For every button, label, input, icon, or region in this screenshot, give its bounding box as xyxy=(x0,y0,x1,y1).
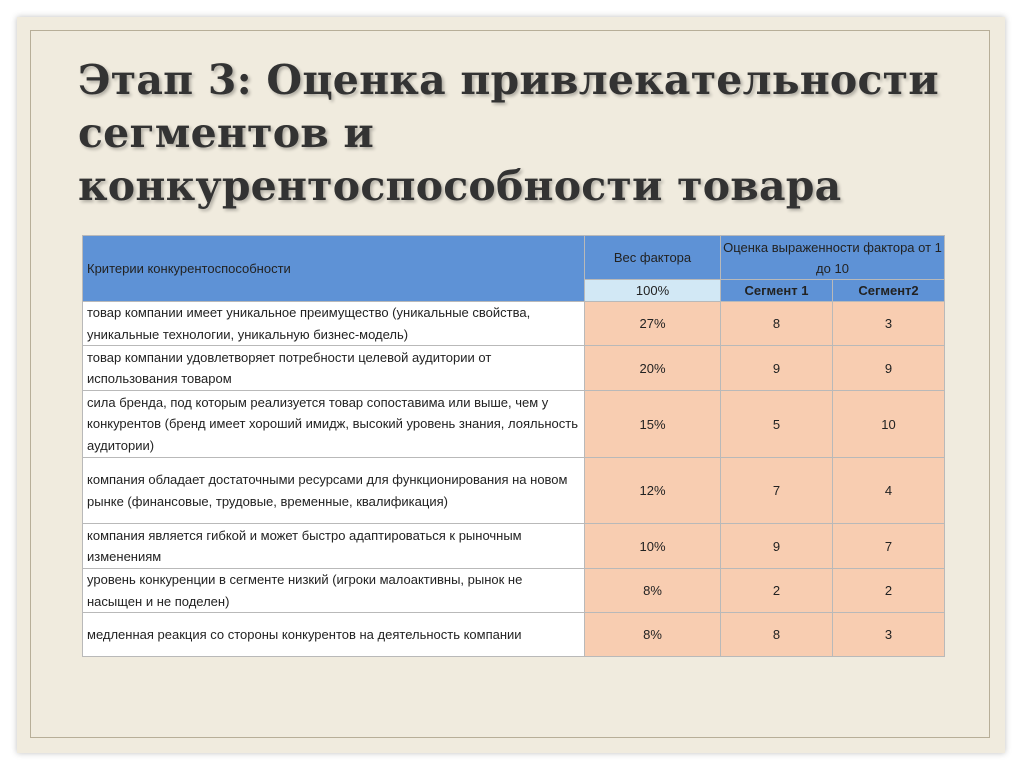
criterion-cell: товар компании удовлетворяет потребности целевой аудитории от использования товаром xyxy=(83,346,585,391)
table-row xyxy=(83,524,945,569)
segment-1-cell: 7 xyxy=(721,458,833,524)
criterion-cell: медленная реакция со стороны конкурентов на деятельность компании xyxy=(83,613,585,657)
header-weight: Вес фактора xyxy=(585,236,721,280)
segment-2-cell: 10 xyxy=(833,391,945,458)
table-row xyxy=(83,613,945,657)
segment-2-cell: 4 xyxy=(833,458,945,524)
header-score-group: Оценка выраженности фактора от 1 до 10 xyxy=(721,236,945,280)
table-row xyxy=(83,302,945,346)
criteria-table xyxy=(82,235,945,657)
table-row xyxy=(83,346,945,391)
title-line-1: Этап 3: Оценка привлекательности xyxy=(78,56,939,104)
segment-2-cell: 3 xyxy=(833,613,945,657)
slide-title xyxy=(78,54,938,213)
segment-1-cell: 8 xyxy=(721,302,833,346)
criterion-cell: компания обладает достаточными ресурсами для функционирования на новом рынке (финансовые, трудовые, временные, квалификация) xyxy=(83,458,585,524)
segment-1-cell: 9 xyxy=(721,346,833,391)
segment-2-cell: 9 xyxy=(833,346,945,391)
weight-cell: 10% xyxy=(585,524,721,569)
title-line-3: конкурентоспособности товара xyxy=(78,162,842,210)
criterion-cell: компания является гибкой и может быстро адаптироваться к рыночным изменениям xyxy=(83,524,585,569)
criterion-cell: уровень конкуренции в сегменте низкий (игроки малоактивны, рынок не насыщен и не поделен) xyxy=(83,569,585,613)
segment-1-cell: 9 xyxy=(721,524,833,569)
table-row xyxy=(83,458,945,524)
header-segment-2: Сегмент2 xyxy=(833,280,945,302)
weight-cell: 20% xyxy=(585,346,721,391)
segment-2-cell: 7 xyxy=(833,524,945,569)
header-segment-1: Сегмент 1 xyxy=(721,280,833,302)
weight-cell: 15% xyxy=(585,391,721,458)
weight-cell: 8% xyxy=(585,613,721,657)
header-criteria: Критерии конкурентоспособности xyxy=(83,236,585,302)
table-header-row xyxy=(83,236,945,280)
criterion-cell: сила бренда, под которым реализуется товар сопоставима или выше, чем у конкурентов (бренд имеет хороший имидж, высокий уровень знания, лояльность аудитории) xyxy=(83,391,585,458)
segment-1-cell: 8 xyxy=(721,613,833,657)
table-row xyxy=(83,569,945,613)
weight-cell: 12% xyxy=(585,458,721,524)
segment-1-cell: 2 xyxy=(721,569,833,613)
weight-cell: 27% xyxy=(585,302,721,346)
weight-cell: 8% xyxy=(585,569,721,613)
title-line-2: сегментов и xyxy=(78,109,375,157)
table-row xyxy=(83,391,945,458)
segment-1-cell: 5 xyxy=(721,391,833,458)
header-weight-total: 100% xyxy=(585,280,721,302)
criterion-cell: товар компании имеет уникальное преимущество (уникальные свойства, уникальные технологии, уникальную бизнес-модель) xyxy=(83,302,585,346)
segment-2-cell: 3 xyxy=(833,302,945,346)
segment-2-cell: 2 xyxy=(833,569,945,613)
